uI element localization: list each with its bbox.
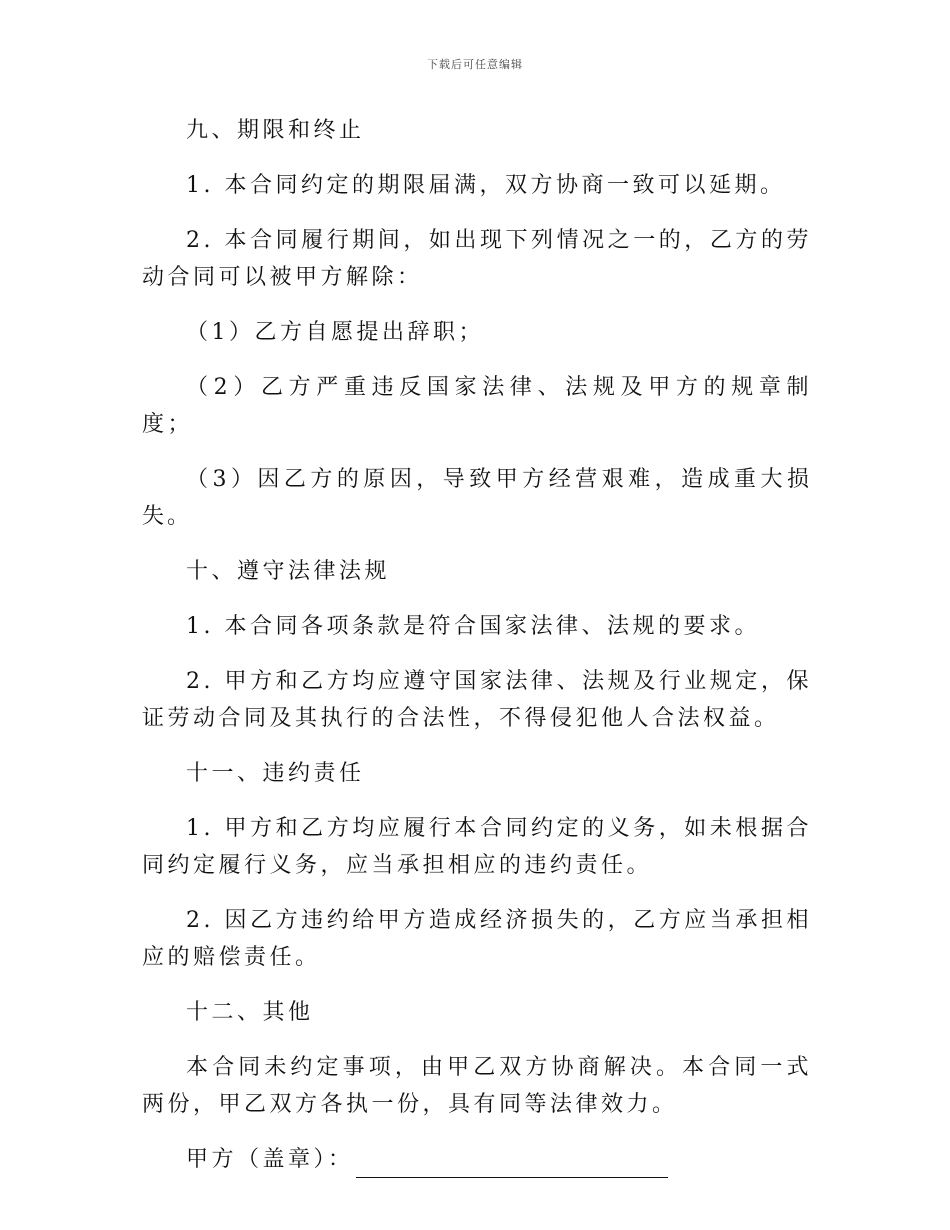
list-item: （1）乙方自愿提出辞职； bbox=[186, 320, 484, 345]
clause-paragraph: 1. 本合同各项条款是符合国家法律、法规的要求。 bbox=[186, 614, 760, 639]
section-heading-liability: 十一、违约责任 bbox=[186, 761, 365, 786]
document-body bbox=[142, 112, 812, 1196]
section-heading-term: 九、期限和终止 bbox=[186, 118, 365, 143]
list-item: （2）乙方严重违反国家法律、法规及甲方的规章制度； bbox=[142, 375, 812, 437]
section-heading-law: 十、遵守法律法规 bbox=[186, 559, 391, 584]
clause-paragraph: 本合同未约定事项，由甲乙双方协商解决。本合同一式两份，甲乙双方各执一份，具有同等法律效力。 bbox=[142, 1055, 812, 1117]
clause-paragraph: 2. 本合同履行期间，如出现下列情况之一的，乙方的劳动合同可以被甲方解除： bbox=[142, 228, 812, 290]
section-heading-other: 十二、其他 bbox=[186, 1000, 314, 1025]
clause-paragraph: 2. 甲方和乙方均应遵守国家法律、法规及行业规定，保证劳动合同及其执行的合法性，不得侵犯他人合法权益。 bbox=[142, 669, 812, 731]
page-header: 下载后可任意编辑 bbox=[427, 58, 523, 71]
clause-paragraph: 2. 因乙方违约给甲方造成经济损失的，乙方应当承担相应的赔偿责任。 bbox=[142, 908, 812, 970]
signature-label: 甲方（盖章）： bbox=[186, 1147, 354, 1172]
signature-line[interactable] bbox=[356, 1153, 668, 1178]
clause-paragraph: 1. 本合同约定的期限届满，双方协商一致可以延期。 bbox=[186, 173, 786, 198]
list-item: （3）因乙方的原因，导致甲方经营艰难，造成重大损失。 bbox=[142, 467, 812, 529]
signature-row bbox=[142, 1141, 812, 1178]
clause-paragraph: 1. 甲方和乙方均应履行本合同约定的义务，如未根据合同约定履行义务，应当承担相应的违约责任。 bbox=[142, 816, 812, 878]
